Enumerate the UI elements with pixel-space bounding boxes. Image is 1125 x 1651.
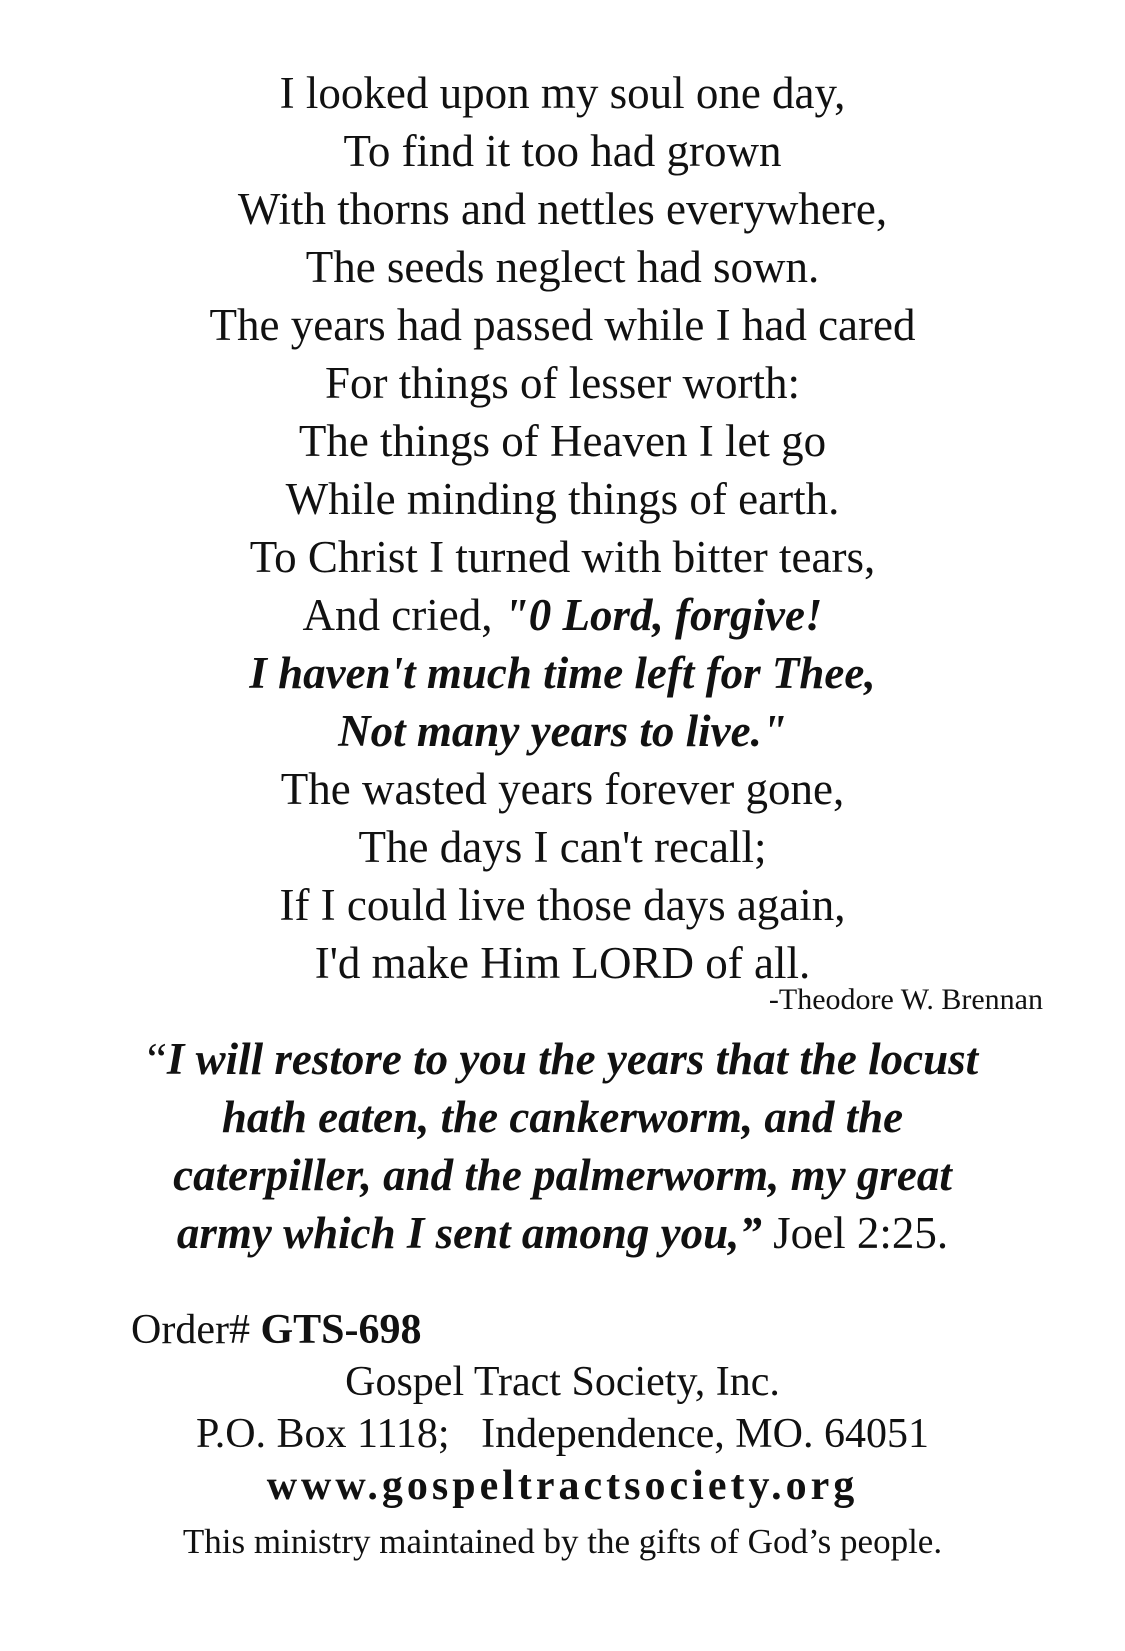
website-link[interactable]: www.gospeltractsociety.org	[266, 1463, 859, 1509]
scripture-reference: Joel 2:25.	[761, 1208, 949, 1258]
poem-line: With thorns and nettles everywhere,	[237, 184, 888, 234]
poem-line: To Christ I turned with bitter tears,	[249, 532, 876, 582]
scripture-text: army which I sent among you,”	[176, 1208, 762, 1258]
poem-line-emphasis: "0 Lord, forgive!	[503, 590, 823, 640]
scripture-line: caterpiller, and the palmerworm, my great	[173, 1150, 952, 1200]
order-code: GTS-698	[260, 1307, 422, 1353]
poem	[0, 64, 1125, 992]
poem-emphasis-line: I haven't much time left for Thee,	[249, 648, 876, 698]
poem-line	[0, 586, 1125, 644]
open-quote: “	[146, 1034, 167, 1084]
poem-line: I'd make Him LORD of all.	[314, 938, 811, 988]
scripture-quote	[0, 1030, 1125, 1262]
poem-line: The wasted years forever gone,	[280, 764, 845, 814]
scripture-line	[0, 1030, 1125, 1088]
poem-attribution: -Theodore W. Brennan	[768, 983, 1043, 1016]
poem-line: To find it too had grown	[343, 126, 782, 176]
poem-emphasis-line: Not many years to live."	[338, 706, 787, 756]
poem-line: The things of Heaven I let go	[298, 416, 827, 466]
poem-line: The days I can't recall;	[358, 822, 767, 872]
order-number	[0, 1304, 1125, 1356]
poem-line: I looked upon my soul one day,	[279, 68, 846, 118]
poem-line: The seeds neglect had sown.	[305, 242, 820, 292]
poem-line: For things of lesser worth:	[325, 358, 800, 408]
poem-line: The years had passed while I had cared	[209, 300, 916, 350]
order-label: Order#	[131, 1307, 261, 1353]
poem-line-plain: And cried,	[302, 590, 504, 640]
organization-name: Gospel Tract Society, Inc.	[345, 1359, 780, 1405]
poem-line: If I could live those days again,	[279, 880, 846, 930]
poem-line: While minding things of earth.	[285, 474, 840, 524]
scripture-line: hath eaten, the cankerworm, and the	[221, 1092, 904, 1142]
footer	[0, 1304, 1125, 1566]
scripture-line	[0, 1204, 1125, 1262]
ministry-note: This ministry maintained by the gifts of God’s people.	[182, 1522, 943, 1561]
mailing-address: P.O. Box 1118; Independence, MO. 64051	[196, 1411, 929, 1457]
scripture-text: I will restore to you the years that the locust	[166, 1034, 979, 1084]
